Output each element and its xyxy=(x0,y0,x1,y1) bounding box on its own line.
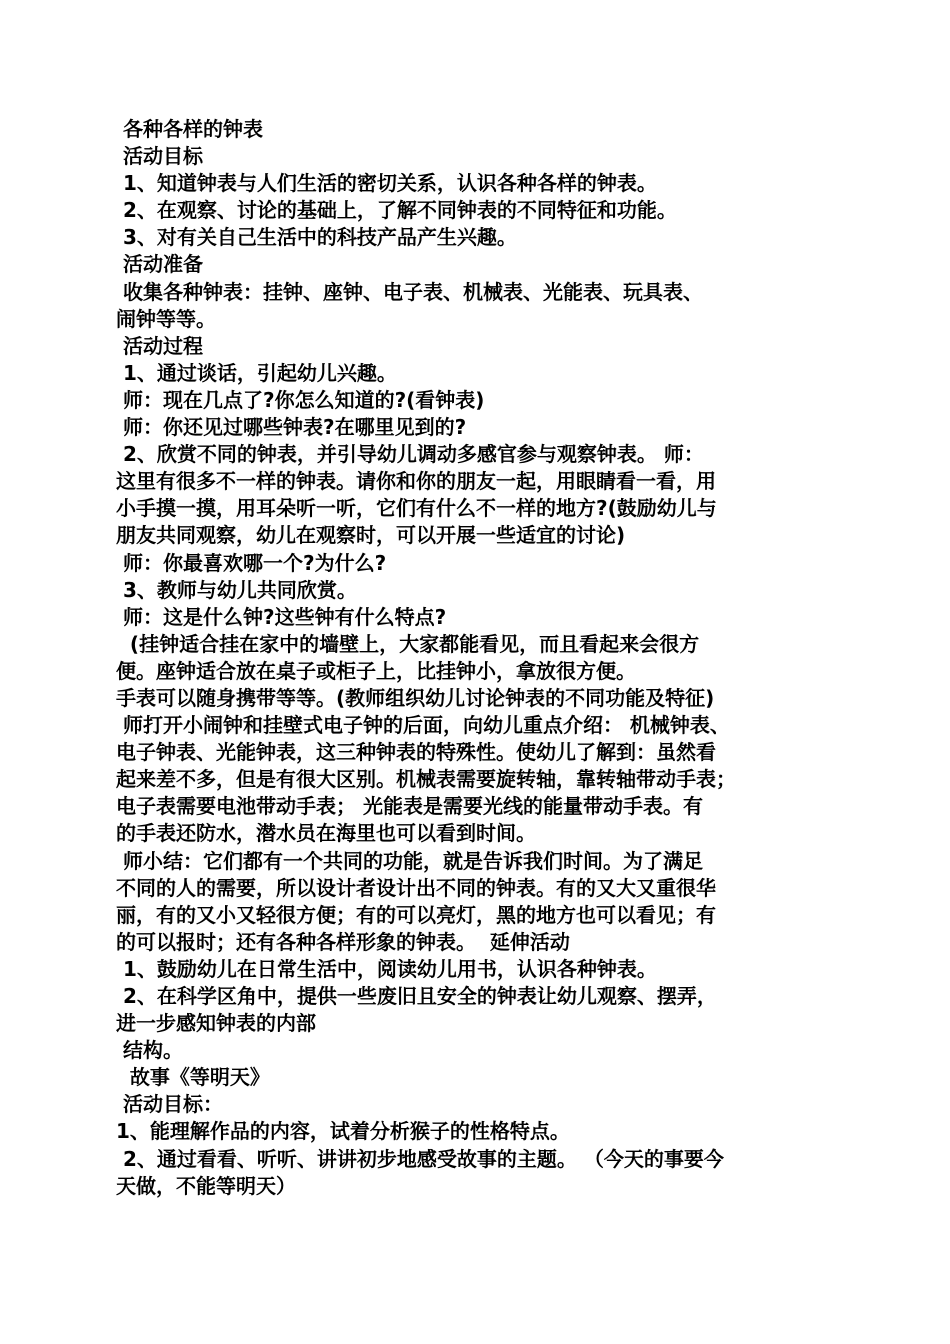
text-line: 1、通过谈话，引起幼儿兴趣。 xyxy=(116,360,397,385)
text-line: 朋友共同观察，幼儿在观察时，可以开展一些适宜的讨论) xyxy=(116,523,626,548)
text-line: 2、在科学区角中，提供一些废旧且安全的钟表让幼儿观察、摆弄， xyxy=(116,984,717,1008)
section-heading: 活动目标： xyxy=(116,1092,223,1117)
text-line: 手表可以随身携带等等。(教师组织幼儿讨论钟表的不同功能及特征) xyxy=(116,685,715,710)
text-line: 便。座钟适合放在桌子或柜子上，比挂钟小，拿放很方便。 xyxy=(116,658,636,683)
text-line: 2、在观察、讨论的基础上，了解不同钟表的不同特征和功能。 xyxy=(116,198,677,223)
text-line: 2、通过看看、听听、讲讲初步地感受故事的主题。 （今天的事要今 xyxy=(116,1146,724,1171)
text-line: 闹钟等等。 xyxy=(116,306,216,331)
text-line: 的可以报时；还有各种各样形象的钟表。 延伸活动 xyxy=(116,929,570,954)
text-line: 丽，有的又小又轻很方便；有的可以亮灯，黑的地方也可以看见；有 xyxy=(116,902,716,927)
text-line: 1、鼓励幼儿在日常生活中，阅读幼儿用书，认识各种钟表。 xyxy=(116,956,657,981)
text-line: 师：现在几点了?你怎么知道的?(看钟表) xyxy=(116,387,485,412)
text-line: 进一步感知钟表的内部 xyxy=(116,1011,316,1036)
text-line: 1、知道钟表与人们生活的密切关系，认识各种各样的钟表。 xyxy=(116,171,657,196)
text-line: 天做，不能等明天） xyxy=(116,1173,296,1198)
section-heading: 活动准备 xyxy=(116,252,203,277)
text-line: (挂钟适合挂在家中的墙壁上，大家都能看见，而且看起来会很方 xyxy=(116,631,700,656)
text-line: 师：这是什么钟?这些钟有什么特点? xyxy=(116,604,447,629)
text-line: 收集各种钟表：挂钟、座钟、电子表、机械表、光能表、玩具表、 xyxy=(116,279,703,304)
text-line: 结构。 xyxy=(116,1038,183,1063)
text-line: 师小结：它们都有一个共同的功能，就是告诉我们时间。为了满足 xyxy=(116,848,703,873)
text-line: 小手摸一摸，用耳朵听一听，它们有什么不一样的地方?(鼓励幼儿与 xyxy=(116,496,717,521)
text-line: 起来差不多，但是有很大区别。机械表需要旋转轴，靠转轴带动手表； xyxy=(116,767,736,792)
text-line: 的手表还防水，潜水员在海里也可以看到时间。 xyxy=(116,821,536,846)
doc-title: 各种各样的钟表 xyxy=(116,117,263,141)
section-heading: 活动过程 xyxy=(116,333,203,358)
text-line: 师打开小闹钟和挂壁式电子钟的后面，向幼儿重点介绍： 机械钟表、 xyxy=(116,713,730,738)
text-line: 这里有很多不一样的钟表。请你和你的朋友一起，用眼睛看一看，用 xyxy=(116,469,716,494)
section-heading: 活动目标 xyxy=(116,144,203,169)
text-line: 电子钟表、光能钟表，这三种钟表的特殊性。使幼儿了解到：虽然看 xyxy=(116,740,716,765)
document-body xyxy=(116,116,850,1200)
text-line: 电子表需要电池带动手表； 光能表是需要光线的能量带动手表。有 xyxy=(116,794,703,819)
text-line: 师：你还见过哪些钟表?在哪里见到的? xyxy=(116,415,467,440)
text-line: 师：你最喜欢哪一个?为什么? xyxy=(116,550,387,575)
text-line: 1、能理解作品的内容，试着分析猴子的性格特点。 xyxy=(116,1119,570,1144)
text-line: 2、欣赏不同的钟表，并引导幼儿调动多感官参与观察钟表。 师： xyxy=(116,442,704,467)
text-line: 不同的人的需要，所以设计者设计出不同的钟表。有的又大又重很华 xyxy=(116,875,716,900)
text-line: 3、教师与幼儿共同欣赏。 xyxy=(116,577,357,602)
story-title: 故事《等明天》 xyxy=(116,1065,270,1090)
text-line: 3、对有关自己生活中的科技产品产生兴趣。 xyxy=(116,225,517,250)
